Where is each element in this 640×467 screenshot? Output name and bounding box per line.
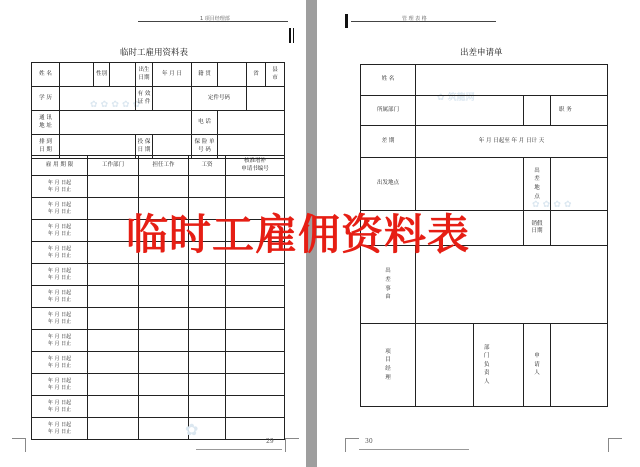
field-name[interactable]	[60, 63, 94, 87]
crop-mark	[608, 438, 622, 439]
watermark: ✿	[185, 420, 199, 439]
cell-period[interactable]: 年 月 日起 年 月 日止	[32, 418, 88, 440]
cell-wage[interactable]	[189, 374, 226, 396]
cell-period[interactable]: 年 月 日起 年 月 日止	[32, 242, 88, 264]
cell-department[interactable]	[88, 286, 139, 308]
cell-wage[interactable]	[189, 352, 226, 374]
field-valid-id[interactable]	[153, 87, 192, 111]
cell-wage[interactable]	[189, 264, 226, 286]
left-page-title: 临时工雇用资料表	[120, 48, 189, 58]
label-department: 所属部门	[361, 96, 416, 126]
left-page-number: 29	[266, 438, 274, 445]
label-departure: 出发地点	[361, 158, 416, 211]
cell-period[interactable]: 年 月 日起 年 月 日止	[32, 286, 88, 308]
cell-job[interactable]	[139, 352, 189, 374]
crop-mark	[12, 438, 26, 439]
label-applicant: 申请人	[524, 324, 551, 407]
field-applicant-name[interactable]	[416, 65, 608, 96]
crop-mark	[345, 438, 359, 439]
cell-job[interactable]	[139, 176, 189, 198]
label-city-county: 县 市	[266, 63, 285, 87]
overlay-title: 临时工雇佣资料表	[126, 210, 471, 259]
label-position: 职 务	[551, 96, 608, 126]
cell-department[interactable]	[88, 264, 139, 286]
cell-period[interactable]: 年 月 日起 年 月 日止	[32, 374, 88, 396]
right-page-number: 30	[365, 438, 373, 445]
cell-department[interactable]	[88, 396, 139, 418]
header-mark	[289, 28, 291, 43]
cell-wage[interactable]	[189, 396, 226, 418]
cell-period[interactable]: 年 月 日起 年 月 日止	[32, 352, 88, 374]
field-return-date[interactable]	[551, 211, 608, 246]
cell-period[interactable]: 年 月 日起 年 月 日止	[32, 330, 88, 352]
cell-period[interactable]: 年 月 日起 年 月 日止	[32, 220, 88, 242]
label-insurance-date: 投 保 日 期	[136, 135, 153, 159]
label-applicant-name: 姓 名	[361, 65, 416, 96]
header-approval-no: 核准增补 申请书编号	[226, 156, 285, 176]
table-row	[32, 396, 285, 418]
header-wage: 工资	[189, 156, 226, 176]
label-reason: 出差事由	[361, 246, 416, 324]
table-row	[32, 264, 285, 286]
cell-wage[interactable]	[189, 176, 226, 198]
field-address[interactable]	[60, 111, 192, 135]
field-spacer	[524, 96, 551, 126]
label-birth-date: 出生 日期	[136, 63, 153, 87]
field-department[interactable]	[416, 96, 524, 126]
cell-job[interactable]	[139, 396, 189, 418]
crop-mark	[25, 438, 26, 452]
cell-department[interactable]	[88, 418, 139, 440]
cell-approval-no[interactable]	[226, 264, 285, 286]
header-period: 雇 用 期 限	[32, 156, 88, 176]
cell-approval-no[interactable]	[226, 308, 285, 330]
label-phone: 电 话	[192, 111, 218, 135]
label-address: 通 讯 地 址	[32, 111, 60, 135]
field-applicant-sign[interactable]	[551, 324, 608, 407]
watermark: ✿ ✿ ✿ ✿ ✿	[90, 100, 141, 110]
cell-department[interactable]	[88, 176, 139, 198]
cell-approval-no[interactable]	[226, 418, 285, 440]
cell-approval-no[interactable]	[226, 176, 285, 198]
cell-period[interactable]: 年 月 日起 年 月 日止	[32, 264, 88, 286]
table-row	[32, 374, 285, 396]
label-province: 省	[247, 63, 266, 87]
cell-period[interactable]: 年 月 日起 年 月 日止	[32, 396, 88, 418]
field-gender[interactable]	[110, 63, 136, 87]
field-education[interactable]	[60, 87, 136, 111]
field-birth-date[interactable]: 年 月 日	[153, 63, 192, 87]
cell-period[interactable]: 年 月 日起 年 月 日止	[32, 176, 88, 198]
cell-department[interactable]	[88, 374, 139, 396]
cell-approval-no[interactable]	[226, 374, 285, 396]
cell-period[interactable]: 年 月 日起 年 月 日止	[32, 198, 88, 220]
footer-rule	[359, 449, 469, 450]
field-destination[interactable]	[551, 158, 608, 211]
label-dept-head: 部门负责人	[474, 324, 524, 407]
cell-department[interactable]	[88, 308, 139, 330]
label-id-number: 定件号码	[192, 87, 247, 111]
label-return-date: 销假 日期	[524, 211, 551, 246]
cell-job[interactable]	[139, 264, 189, 286]
label-supervisor: 项目经理	[361, 324, 416, 407]
cell-approval-no[interactable]	[226, 352, 285, 374]
hire-info-table	[31, 62, 285, 159]
cell-period[interactable]: 年 月 日起 年 月 日止	[32, 308, 88, 330]
crop-mark	[345, 438, 346, 452]
label-valid-id: 有 效 证 件	[136, 87, 153, 111]
table-row	[32, 330, 285, 352]
field-supervisor[interactable]	[416, 324, 474, 407]
table-row	[32, 418, 285, 440]
right-page-header: 管 理 表 格	[402, 16, 427, 22]
cell-job[interactable]	[139, 308, 189, 330]
table-row	[32, 286, 285, 308]
cell-approval-no[interactable]	[226, 330, 285, 352]
cell-job[interactable]	[139, 418, 189, 440]
field-id-number[interactable]	[247, 87, 285, 111]
cell-wage[interactable]	[189, 286, 226, 308]
crop-mark	[608, 438, 609, 452]
cell-wage[interactable]	[189, 330, 226, 352]
field-period[interactable]: 年 月 日起至 年 月 日计 天	[416, 126, 608, 158]
table-row	[32, 352, 285, 374]
label-period: 差 期	[361, 126, 416, 158]
watermark: ✿ ✿ ✿ ✿	[532, 200, 572, 210]
crop-mark	[285, 438, 299, 439]
cell-approval-no[interactable]	[226, 396, 285, 418]
header-job: 担任工作	[139, 156, 189, 176]
employment-period-table	[31, 155, 285, 440]
cell-department[interactable]	[88, 352, 139, 374]
footer-rule	[196, 449, 282, 450]
crop-mark	[285, 438, 286, 452]
table-row	[32, 308, 285, 330]
label-destination: 出差地点	[524, 158, 551, 211]
watermark: ✿ 筑龍网	[437, 93, 475, 103]
cell-approval-no[interactable]	[226, 286, 285, 308]
cell-department[interactable]	[88, 330, 139, 352]
left-page-header: 1 项目经理部	[200, 16, 230, 22]
label-insurance-no: 保 险 单 号 码	[192, 135, 218, 159]
label-education: 学 历	[32, 87, 60, 111]
header-mark	[345, 14, 348, 28]
right-page-title: 出差申请单	[460, 48, 503, 58]
cell-job[interactable]	[139, 330, 189, 352]
label-name: 姓 名	[32, 63, 60, 87]
field-phone[interactable]	[218, 111, 285, 135]
label-gender: 性别	[94, 63, 110, 87]
cell-job[interactable]	[139, 374, 189, 396]
header-mark	[293, 28, 294, 43]
cell-job[interactable]	[139, 286, 189, 308]
label-origin: 籍 贯	[192, 63, 218, 87]
field-origin[interactable]	[218, 63, 247, 87]
header-department: 工作部门	[88, 156, 139, 176]
table-row	[32, 176, 285, 198]
cell-wage[interactable]	[189, 308, 226, 330]
label-dispatch-date: 排 到 日 期	[32, 135, 60, 159]
